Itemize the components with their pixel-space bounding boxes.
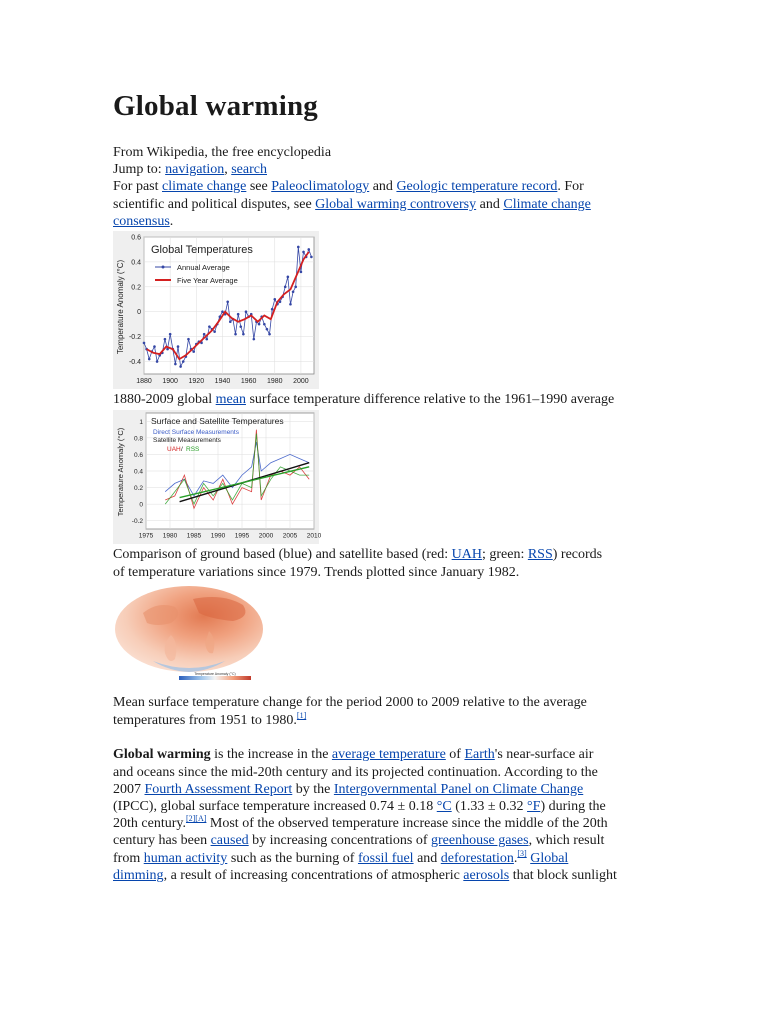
- climate-change-consensus-link[interactable]: Climate change: [503, 197, 591, 212]
- jump-separator: ,: [224, 162, 228, 177]
- hatnote-line-1: [113, 178, 584, 195]
- body-text: (IPCC), global surface temperature increased 0.74 ± 0.18: [113, 799, 434, 814]
- caused-link[interactable]: caused: [210, 833, 249, 848]
- x-tick-label: 2005: [282, 532, 298, 540]
- jump-prefix: Jump to:: [113, 162, 162, 177]
- hatnote-text: see: [249, 179, 268, 194]
- data-point: [287, 276, 290, 279]
- jump-links: [113, 161, 267, 178]
- body-text: 20th century.: [113, 816, 186, 831]
- y-tick-label: 0: [137, 309, 141, 317]
- jump-navigation-link[interactable]: navigation: [165, 162, 225, 177]
- chart2-legend-uah: UAH: [167, 446, 181, 453]
- body-line-4: [113, 798, 606, 815]
- surface-satellite-chart[interactable]: [113, 410, 322, 544]
- body-line-6: [113, 832, 604, 849]
- data-point: [229, 320, 232, 323]
- body-text: and: [417, 851, 438, 866]
- data-point: [177, 345, 180, 348]
- body-text: Most of the observed temperature increase since the middle of the 20th: [209, 816, 608, 831]
- y-tick-label: 0.6: [131, 234, 141, 242]
- data-point: [297, 246, 300, 249]
- data-point: [263, 323, 266, 326]
- average-temperature-link[interactable]: average temperature: [331, 747, 446, 762]
- caption-text: 1880-2009 global: [113, 392, 213, 407]
- data-point: [226, 300, 229, 303]
- body-text: by the: [295, 782, 331, 797]
- data-point: [239, 325, 242, 328]
- fahrenheit-link[interactable]: °F: [527, 799, 541, 814]
- earth-link[interactable]: Earth: [464, 747, 495, 762]
- body-text: from: [113, 851, 141, 866]
- caption-text: temperatures from 1951 to 1980.: [113, 713, 297, 728]
- data-point: [148, 358, 151, 361]
- data-point: [242, 333, 245, 336]
- caption-text: Comparison of ground based (blue) and satellite based (red:: [113, 547, 449, 562]
- x-tick-label: 1995: [234, 532, 250, 540]
- data-point: [182, 360, 185, 363]
- body-line-7: from human activity such as the burning of fossil fuel and deforestation.[3] Global: [113, 849, 569, 866]
- data-point: [237, 313, 240, 316]
- data-point: [234, 333, 237, 336]
- data-point: [307, 248, 310, 251]
- chart1-legend-annual: Annual Average: [177, 263, 230, 272]
- x-tick-label: 1920: [188, 378, 205, 385]
- caption-text: ) records: [552, 547, 603, 562]
- body-text: ) during the: [540, 799, 606, 814]
- body-line-1: [113, 746, 593, 763]
- data-point: [156, 360, 159, 363]
- geologic-temperature-record-link[interactable]: Geologic temperature record: [396, 179, 558, 194]
- body-text: of: [449, 747, 461, 762]
- data-point: [245, 310, 248, 313]
- data-point: [284, 286, 287, 289]
- ipcc-link[interactable]: Intergovernmental Panel on Climate Change: [333, 782, 584, 797]
- data-point: [253, 338, 256, 341]
- figure2-caption-line-2: of temperature variations since 1979. Trends plotted since January 1982.: [113, 565, 520, 580]
- x-tick-label: 2010: [306, 532, 322, 540]
- body-line-3: [113, 781, 583, 798]
- caption-text: surface temperature difference relative to the 1961–1990 average: [249, 392, 615, 407]
- fossil-fuel-link[interactable]: fossil fuel: [357, 851, 414, 866]
- caption-text: ; green:: [481, 547, 525, 562]
- jump-search-link[interactable]: search: [231, 162, 267, 177]
- rss-link[interactable]: RSS: [527, 547, 553, 562]
- y-tick-label: 0.2: [133, 485, 143, 493]
- data-point: [271, 308, 274, 311]
- data-point: [187, 338, 190, 341]
- y-tick-label: -0.2: [131, 518, 143, 526]
- body-text: , a result of increasing concentrations of atmospheric: [163, 868, 460, 883]
- data-point: [208, 325, 211, 328]
- hatnote-text: . For: [557, 179, 584, 194]
- body-text: 2007: [113, 782, 141, 797]
- x-tick-label: 2000: [258, 532, 274, 540]
- data-point: [300, 271, 303, 274]
- body-text: that block sunlight: [512, 868, 617, 883]
- climate-change-link[interactable]: climate change: [162, 179, 247, 194]
- data-point: [302, 251, 305, 254]
- y-tick-label: 0.8: [133, 435, 143, 443]
- body-text: , which result: [528, 833, 605, 848]
- data-point: [179, 365, 182, 368]
- figure3-caption-line-1: Mean surface temperature change for the period 2000 to 2009 relative to the average: [113, 695, 587, 710]
- bold-term: Global warming: [113, 747, 211, 762]
- reference-2a-link[interactable]: [2][A]: [185, 814, 207, 823]
- chart2-title: Surface and Satellite Temperatures: [151, 416, 284, 426]
- chart2-legend-satellite: Satellite Measurements: [153, 437, 221, 444]
- body-line-5: [113, 815, 608, 832]
- data-point: [169, 333, 172, 336]
- aerosols-link[interactable]: aerosols: [463, 868, 510, 883]
- data-point: [203, 333, 206, 336]
- data-point: [258, 323, 261, 326]
- page-title: Global warming: [113, 90, 319, 122]
- world-map-ellipse: [115, 586, 263, 672]
- human-activity-link[interactable]: human activity: [143, 851, 228, 866]
- data-point: [273, 298, 276, 301]
- x-tick-label: 1980: [162, 532, 178, 540]
- figure1-caption: [113, 391, 614, 408]
- y-tick-label: 0: [139, 501, 143, 509]
- map-scale-label: Temperature Anomaly (°C): [194, 672, 236, 676]
- global-dimming-link[interactable]: Global: [530, 851, 569, 866]
- x-tick-label: 1985: [186, 532, 202, 540]
- x-tick-label: 1990: [210, 532, 226, 540]
- x-tick-label: 1900: [162, 378, 178, 385]
- figure3-caption-line-2: [113, 712, 306, 729]
- data-point: [221, 310, 224, 313]
- data-point: [310, 256, 313, 259]
- chart1-title: Global Temperatures: [151, 244, 253, 256]
- data-point: [294, 286, 297, 289]
- body-text: century has been: [113, 833, 208, 848]
- data-point: [213, 330, 216, 333]
- global-warming-controversy-link[interactable]: Global warming controversy: [315, 197, 477, 212]
- y-tick-label: -0.2: [128, 334, 141, 342]
- fourth-assessment-report-link[interactable]: Fourth Assessment Report: [144, 782, 293, 797]
- chart1-ylabel: Temperature Anomaly (°C): [116, 259, 125, 355]
- y-tick-label: 0.4: [131, 259, 141, 267]
- body-line-2: and oceans since the mid-20th century and its projected continuation. According to the: [113, 765, 598, 780]
- chart2-legend-rss: RSS: [186, 446, 200, 453]
- hatnote-text: For past: [113, 179, 159, 194]
- data-point: [266, 328, 269, 331]
- mean-link[interactable]: mean: [215, 392, 246, 407]
- y-tick-label: 1: [139, 418, 143, 426]
- data-point: [292, 291, 295, 294]
- hatnote-text: and: [372, 179, 393, 194]
- data-point: [143, 342, 146, 345]
- uah-link[interactable]: UAH: [451, 547, 482, 562]
- figure2-caption-line-1: [113, 546, 602, 563]
- y-tick-label: -0.4: [128, 359, 141, 367]
- data-point: [192, 350, 195, 353]
- global-dimming-link-cont[interactable]: dimming: [113, 868, 164, 883]
- paleoclimatology-link[interactable]: Paleoclimatology: [271, 179, 370, 194]
- x-tick-label: 1880: [136, 378, 152, 385]
- body-text: 's near-surface air: [494, 747, 594, 762]
- greenhouse-gases-link[interactable]: greenhouse gases: [431, 833, 529, 848]
- data-point: [268, 333, 271, 336]
- body-line-8: [113, 867, 617, 884]
- body-text: such as the burning of: [230, 851, 355, 866]
- hatnote-line-3: [113, 213, 173, 230]
- global-temperatures-chart[interactable]: [113, 231, 319, 389]
- map-color-scale: [179, 676, 251, 680]
- body-text: by increasing concentrations of: [252, 833, 428, 848]
- data-point: [289, 303, 292, 306]
- y-tick-label: 0.4: [133, 468, 143, 476]
- chart1-legend-five: Five Year Average: [177, 276, 238, 285]
- x-tick-label: 1940: [214, 378, 231, 385]
- data-point: [174, 363, 177, 366]
- y-tick-label: 0.6: [133, 451, 143, 459]
- data-point: [164, 338, 167, 341]
- body-text: is the increase in the: [214, 747, 329, 762]
- y-tick-label: 0.2: [131, 284, 141, 292]
- celsius-link[interactable]: °C: [436, 799, 452, 814]
- chart2-legend-direct: Direct Surface Measurements: [153, 429, 239, 436]
- hatnote-line-2: [113, 196, 591, 213]
- temperature-change-map[interactable]: [113, 583, 265, 693]
- hatnote-text: .: [169, 214, 174, 229]
- x-tick-label: 2000: [293, 378, 309, 385]
- chart2-legend-slash: /: [181, 446, 183, 453]
- x-tick-label: 1960: [240, 378, 257, 385]
- reference-1-link[interactable]: [1]: [296, 711, 307, 720]
- x-tick-label: 1980: [266, 378, 283, 385]
- data-point: [205, 338, 208, 341]
- chart2-ylabel: Temperature Anomaly (°C): [116, 427, 125, 517]
- data-point: [153, 345, 156, 348]
- body-text: (1.33 ± 0.32: [455, 799, 524, 814]
- tagline: From Wikipedia, the free encyclopedia: [113, 145, 332, 160]
- x-tick-label: 1975: [138, 532, 154, 540]
- climate-change-consensus-link-cont[interactable]: consensus: [113, 214, 170, 229]
- hatnote-text: and: [479, 197, 500, 212]
- reference-3-link[interactable]: [3]: [517, 849, 527, 858]
- deforestation-link[interactable]: deforestation: [440, 851, 514, 866]
- hatnote-text: scientific and political disputes, see: [113, 197, 312, 212]
